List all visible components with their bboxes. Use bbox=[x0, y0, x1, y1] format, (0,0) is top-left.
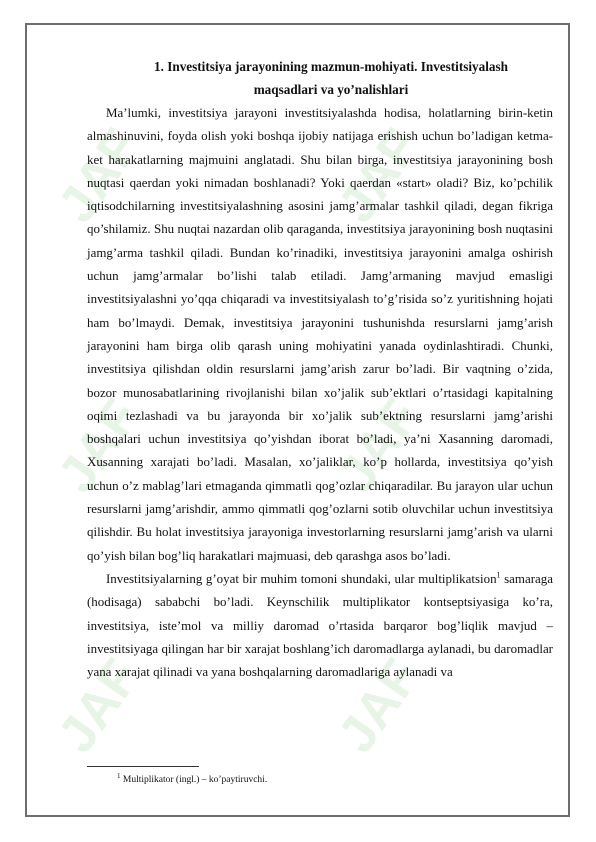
watermark-text: JAF bbox=[47, 389, 152, 503]
watermark-text: JAF bbox=[47, 119, 152, 233]
watermark-text: JAF bbox=[47, 649, 152, 763]
paragraph-2 bbox=[87, 567, 553, 683]
footnote-divider bbox=[87, 766, 199, 767]
paragraph-2-text: Investitsiyalarning g’oyat bir muhim tomoni shundaki, ular multiplikatsion bbox=[106, 570, 497, 586]
footnote-number: 1 bbox=[117, 772, 121, 780]
document-body bbox=[87, 55, 553, 683]
watermark-text: JAF bbox=[327, 119, 432, 233]
footnote-text: Multiplikator (ingl.) – ko’paytiruvchi. bbox=[120, 775, 268, 786]
section-title-line1: 1. Investitsiya jarayonining mazmun-mohiyati. Investitsiyalash bbox=[154, 59, 508, 74]
footnote-reference[interactable]: 1 bbox=[496, 570, 501, 580]
section-title bbox=[87, 55, 553, 101]
paragraph-2-continuation: samaraga (hodisaga) sababchi bo’ladi. Keynschilik multiplikator kontseptsiyasiga ko’ra, investitsiya, iste’mol va milliy daromad o’rtasida barqaror bog’liqlik mavjud – investitsiyaga qilingan har bir xarajat boshlang’ich daromadlarga aylanadi, bu daromadlar yana xarajat qilinadi va yana boshqalarning daromadlariga aylanadi va bbox=[87, 570, 553, 680]
paragraph-1: Ma’lumki, investitsiya jarayoni investitsiyalashda hodisa, holatlarning birin-ketin almashinuvini, foyda olish yoki boshqa ijobiy natijaga erishish uchun bo’ladigan ketma-ket harakatlarning majmuini anglatadi. Shu bilan birga, investitsiya jarayonining bosh nuqtasi qaerdan yoki nimadan boshlanadi? Yoki qaerdan «start» oladi? Biz, ko’pchilik iqtisodchilarning investitsiyalashning asosini jamg’armalar tashkil qiladi, degan fikriga qo’shilamiz. Shu nuqtai nazardan olib qaraganda, investitsiya jarayonining bosh nuqtasini jamg’arma tashkil qiladi. Bundan ko’rinadiki, investitsiya jarayonini amalga oshirish uchun jamg’armalar bo’lishi talab etiladi. Jamg’armaning mavjud emasligi investitsiyalashni yo’qqa chiqaradi va investitsiyalash to’g’risida so’z yuritishning hojati ham bo’lmaydi. Demak, investitsiya jarayonini tushunishda resurslarni jamg’arish jarayonini ham birga olib qarash uning mohiyatini yanada oydinlashtiradi. Chunki, investitsiya qilishdan oldin resurslarni jamg’arish zarur bo’ladi. Bir vaqtning o’zida, bozor munosabatlarining rivojlanishi bilan xo’jalik sub’ektlari o’rtasidagi kapitalning oqimi tezlashadi va bu jarayonda bir xo’jalik sub’ektning resurslarni jamg’arishi boshqalari uchun investitsiya qo’yishdan iborat bo’ladi, ya’ni Xasanning daromadi, Xusanning xarajati bo’ladi. Masalan, xo’jaliklar, ko’p hollarda, investitsiya qo’yish uchun o’z mablag’lari etmaganda qimmatli qog’ozlar chiqaradilar. Bu jarayon ular uchun resurslarni jamg’arishdir, ammo qimmatli qog’ozlarni sotib oluvchilar uchun investitsiya qilishdir. Bu holat investitsiya jarayoniga investorlarning resurslarni jamg’arish va ularni qo’yish bilan bog’liq harakatlari majmuasi, deb qarashga asos bo’ladi. bbox=[87, 105, 553, 563]
section-title-line2: maqsadlari va yo’nalishlari bbox=[253, 82, 409, 97]
watermark-text: JAF bbox=[327, 649, 432, 763]
watermark-text: JAF bbox=[327, 389, 432, 503]
footnote bbox=[117, 770, 267, 786]
